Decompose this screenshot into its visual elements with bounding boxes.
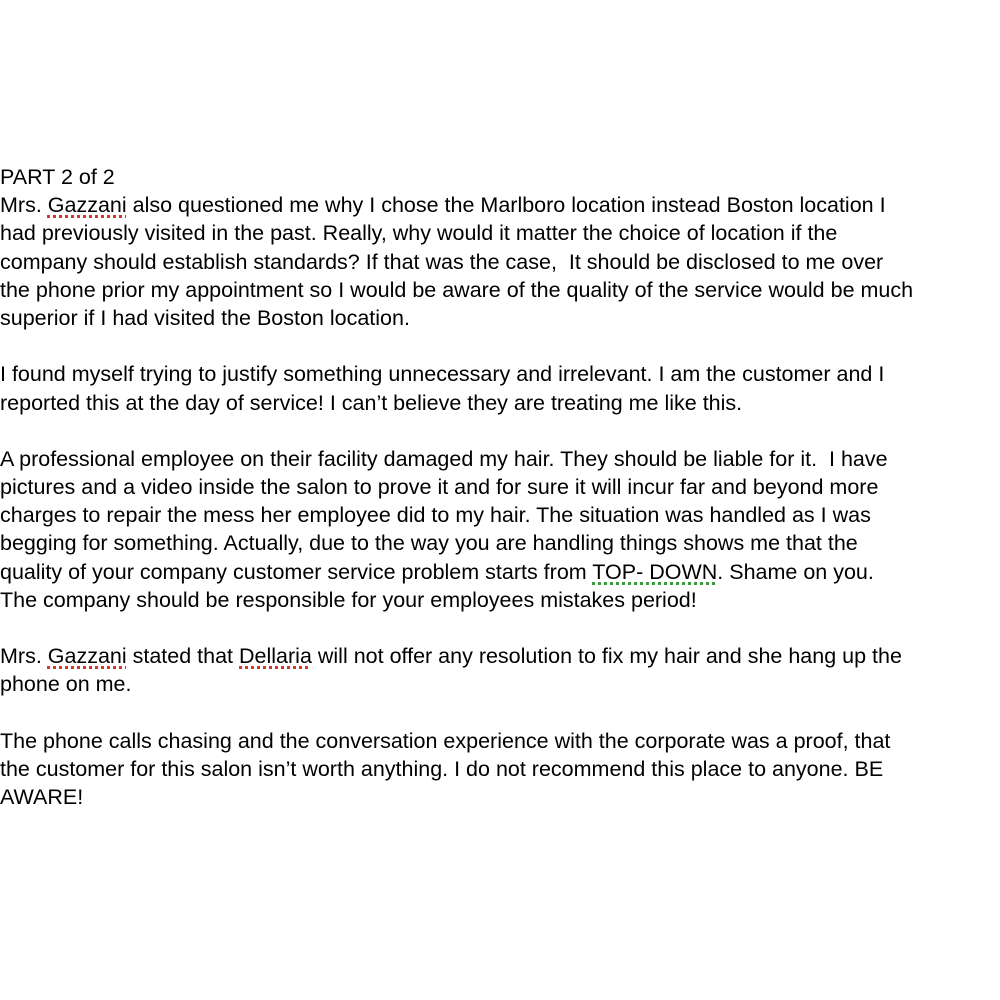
document-body bbox=[0, 163, 1000, 811]
misspelled-word[interactable]: Gazzani bbox=[47, 644, 127, 669]
text-run: Mrs. bbox=[0, 644, 48, 669]
paragraph-line: had previously visited in the past. Really, why would it matter the choice of location if the bbox=[0, 221, 838, 246]
paragraph-line bbox=[0, 191, 1000, 219]
paragraph-line: AWARE! bbox=[0, 785, 84, 810]
paragraph-line: charges to repair the mess her employee did to my hair. The situation was handled as I was bbox=[0, 503, 871, 528]
text-run: also questioned me why I chose the Marlboro location instead Boston location I bbox=[126, 193, 886, 218]
paragraph-line: the customer for this salon isn’t worth anything. I do not recommend this place to anyone. BE bbox=[0, 756, 884, 781]
paragraph-line: I found myself trying to justify something unnecessary and irrelevant. I am the customer and I bbox=[0, 362, 885, 387]
text-run: Mrs. bbox=[0, 193, 48, 218]
paragraph-4 bbox=[0, 642, 1000, 698]
blank-line bbox=[0, 417, 1000, 445]
paragraph-line bbox=[0, 558, 1000, 586]
paragraph-5 bbox=[0, 727, 1000, 812]
grammar-flagged-phrase[interactable]: TOP- DOWN bbox=[592, 559, 718, 584]
paragraph-line: The company should be responsible for your employees mistakes period! bbox=[0, 587, 697, 612]
paragraph-line: company should establish standards? If that was the case, It should be disclosed to me over bbox=[0, 249, 884, 274]
paragraph-line: pictures and a video inside the salon to prove it and for sure it will incur far and beyond more bbox=[0, 475, 879, 500]
paragraph-2 bbox=[0, 360, 1000, 416]
paragraph-line: The phone calls chasing and the conversation experience with the corporate was a proof, that bbox=[0, 728, 891, 753]
misspelled-word[interactable]: Gazzani bbox=[47, 193, 127, 218]
paragraph-line: A professional employee on their facility damaged my hair. They should be liable for it. I have bbox=[0, 446, 888, 471]
document-heading: PART 2 of 2 bbox=[0, 165, 115, 189]
paragraph-line: superior if I had visited the Boston location. bbox=[0, 305, 410, 330]
paragraph-line: the phone prior my appointment so I would be aware of the quality of the service would be much bbox=[0, 277, 914, 302]
paragraph-line: reported this at the day of service! I can’t believe they are treating me like this. bbox=[0, 390, 743, 415]
paragraph-3 bbox=[0, 445, 1000, 614]
text-run: quality of your company customer service problem starts from bbox=[0, 559, 593, 584]
text-run: . Shame on you. bbox=[717, 559, 874, 584]
paragraph-line: begging for something. Actually, due to the way you are handling things shows me that the bbox=[0, 531, 858, 556]
blank-line bbox=[0, 614, 1000, 642]
blank-line bbox=[0, 699, 1000, 727]
paragraph-1 bbox=[0, 191, 1000, 332]
text-run: stated that bbox=[126, 644, 240, 669]
paragraph-line: phone on me. bbox=[0, 672, 132, 697]
text-run: will not offer any resolution to fix my hair and she hang up the bbox=[311, 644, 902, 669]
paragraph-line bbox=[0, 642, 1000, 670]
blank-line bbox=[0, 332, 1000, 360]
misspelled-word[interactable]: Dellaria bbox=[239, 644, 312, 669]
